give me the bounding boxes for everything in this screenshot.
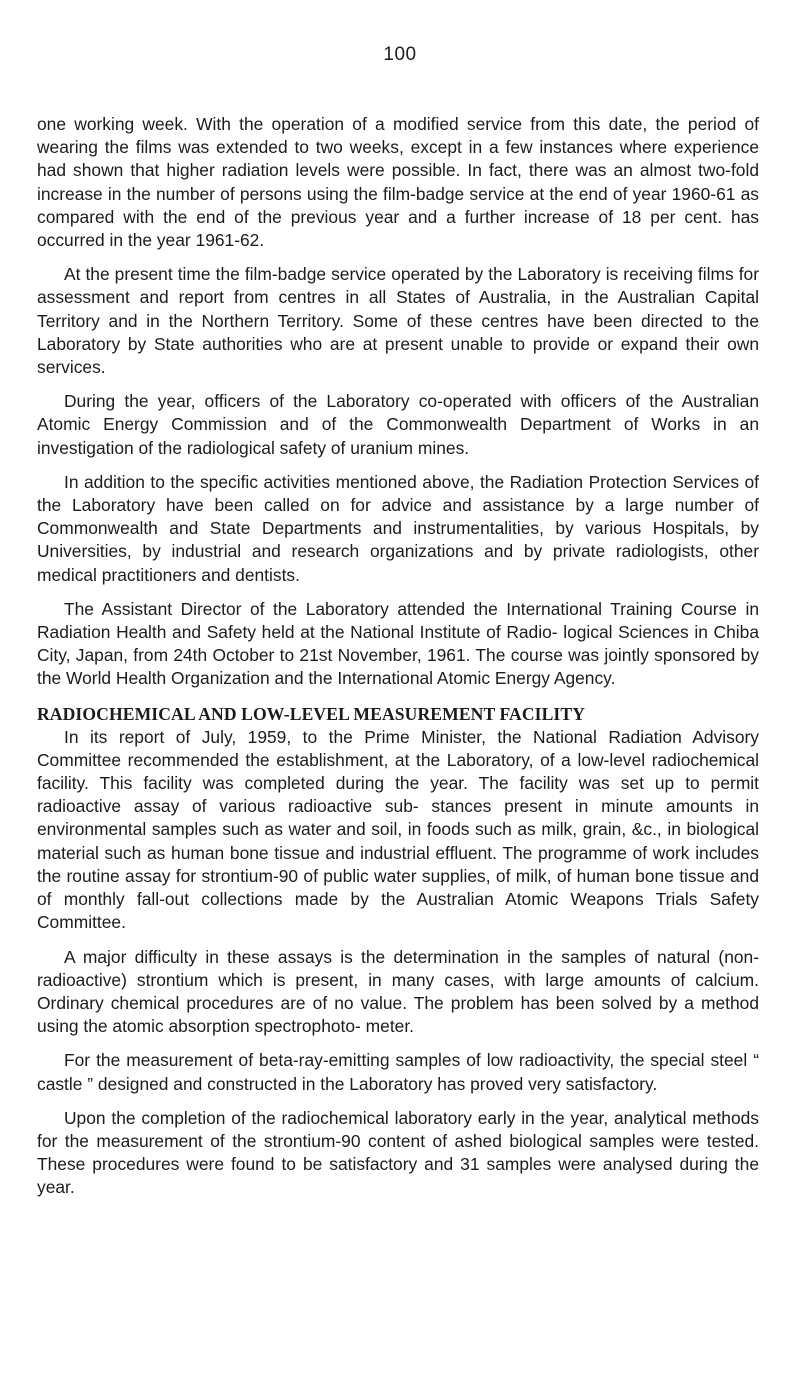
page-number: 100 (383, 44, 417, 65)
paragraph-film-badge-centres: At the present time the film-badge service operated by the Laboratory is receiving films for assessment and report from centres in all States of Australia, in the Australian Capital Territory and in the Northern Territory. Some of these centres have been directed to the Laboratory by State authorities who are at present unable to provide or expand their own services. (37, 264, 759, 378)
paragraph-training-course: The Assistant Director of the Laboratory attended the International Training Course in Radiation Health and Safety held at the National Institute of Radio- logical Sciences in Chiba City, Japan, from 24th October to 21st November, 1961. The course was jointly sponsored by the World Health Organization and the International Atomic Energy Agency. (37, 598, 759, 689)
section-heading: RADIOCHEMICAL AND LOW-LEVEL MEASUREMENT FACILITY (37, 703, 585, 724)
document-body (37, 113, 759, 1211)
paragraph-analytical-methods: Upon the completion of the radiochemical laboratory early in the year, analytical methods for the measurement of the strontium-90 content of ashed biological samples were tested. These procedures were found to be satisfactory and 31 samples were analysed during the year. (37, 1107, 759, 1198)
paragraph-film-badge-extension: one working week. With the operation of a modified service from this date, the period of wearing the films was extended to two weeks, except in a few instances where experience had shown that higher radiation levels were possible. In fact, there was an almost two-fold increase in the number of persons using the film-badge service at the end of year 1960-61 as compared with the end of the previous year and a further increase of 18 per cent. has occurred in the year 1961-62. (37, 114, 759, 251)
paragraph-advice-assistance: In addition to the specific activities mentioned above, the Radiation Protection Services of the Laboratory have been called on for advice and assistance by a large number of Commonwealth and State Departments and instrumentalities, by various Hospitals, by Universities, by industrial and research organizations and by private radiologists, other medical practitioners and dentists. (37, 471, 759, 585)
paragraph-steel-castle: For the measurement of beta-ray-emitting samples of low radioactivity, the special steel “ castle ” designed and constructed in the Laboratory has proved very satisfactory. (37, 1050, 759, 1094)
paragraph-low-level-facility: In its report of July, 1959, to the Prime Minister, the National Radiation Advisory Committee recommended the establishment, at the Laboratory, of a low-level radiochemical facility. This facility was completed during the year. The facility was set up to permit radioactive assay of various radioactive sub- stances present in minute amounts in environmental samples such as water and soil, in foods such as milk, grain, &c., in biological material such as human bone tissue and industrial effluent. The programme of work includes the routine assay for strontium-90 of public water supplies, of milk, of human bone tissue and of monthly fall-out collections made by the Australian Atomic Weapons Trials Safety Committee. (37, 726, 759, 933)
paragraph-strontium-determination: A major difficulty in these assays is the determination in the samples of natural (non-radioactive) strontium which is present, in many cases, with large amounts of calcium. Ordinary chemical procedures are of no value. The problem has been solved by a method using the atomic absorption spectrophoto- meter. (37, 946, 759, 1037)
paragraph-uranium-mines: During the year, officers of the Laboratory co-operated with officers of the Australian Atomic Energy Commission and of the Commonwealth Department of Works in an investigation of the radiological safety of uranium mines. (37, 391, 759, 458)
